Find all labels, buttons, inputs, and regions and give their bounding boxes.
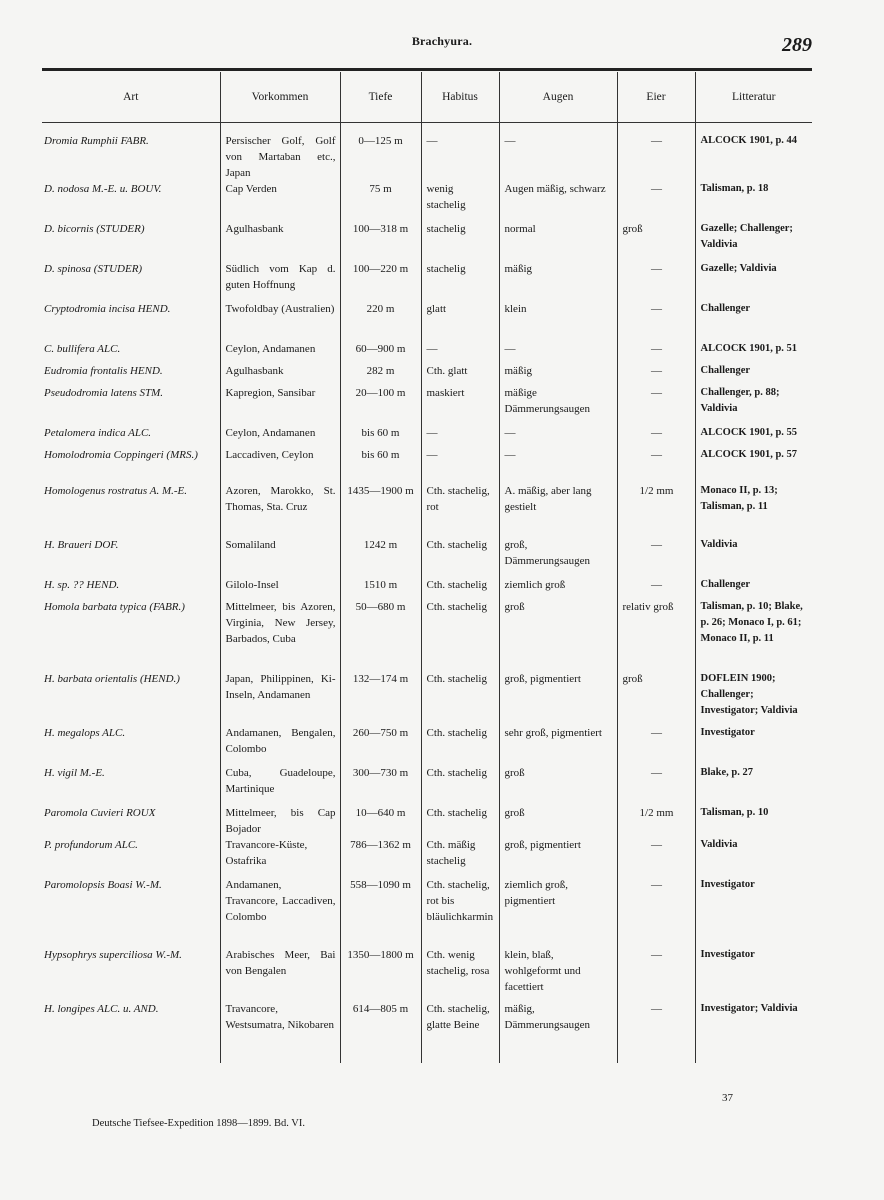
eyes-cell: groß, Dämmerungsaugen: [499, 537, 617, 577]
occurrence-cell: Japan, Philippinen, Ki-Inseln, Andamanen: [220, 671, 340, 725]
habitus-cell: stachelig: [421, 261, 499, 301]
column-header-eier: Eier: [617, 72, 695, 121]
eggs-cell: —: [617, 947, 695, 1001]
habitus-cell: stachelig: [421, 221, 499, 261]
habitus-cell: —: [421, 341, 499, 363]
table-row: [42, 447, 812, 483]
depth-cell: 260—750 m: [340, 725, 421, 765]
species-name-cell: H. longipes ALC. u. AND.: [44, 1003, 159, 1015]
page-number: 289: [782, 34, 812, 56]
table-row: [42, 671, 812, 725]
eggs-cell: —: [617, 537, 695, 577]
species-name-cell: C. bullifera ALC.: [44, 343, 121, 355]
table-row: [42, 425, 812, 447]
occurrence-cell: Travancore-Küste, Ostafrika: [220, 837, 340, 877]
eggs-cell: —: [617, 425, 695, 447]
literature-cell: Monaco II, p. 13; Talisman, p. 11: [695, 483, 812, 537]
species-name-cell: Homolodromia Coppingeri (MRS.): [44, 449, 198, 461]
species-name-cell: Paromola Cuvieri ROUX: [44, 807, 156, 819]
column-header-art: Art: [123, 90, 139, 103]
species-name-cell: D. nodosa M.-E. u. BOUV.: [44, 183, 162, 195]
table-body: [42, 121, 812, 1063]
eyes-cell: —: [499, 341, 617, 363]
eyes-cell: Augen mäßig, schwarz: [499, 181, 617, 221]
habitus-cell: glatt: [421, 301, 499, 341]
depth-cell: 614—805 m: [340, 1001, 421, 1063]
occurrence-cell: Mittelmeer, bis Azoren, Virginia, New Jersey, Barbados, Cuba: [220, 599, 340, 671]
eyes-cell: groß: [499, 805, 617, 837]
eggs-cell: —: [617, 181, 695, 221]
literature-cell: Valdivia: [695, 537, 812, 577]
depth-cell: 0—125 m: [340, 121, 421, 181]
table-row: [42, 181, 812, 221]
table-row: [42, 577, 812, 599]
habitus-cell: Cth. stachelig: [421, 671, 499, 725]
table-row: [42, 877, 812, 947]
column-header-tiefe: Tiefe: [340, 72, 421, 121]
occurrence-cell: Somaliland: [220, 537, 340, 577]
occurrence-cell: Travancore, Westsumatra, Nikobaren: [220, 1001, 340, 1063]
column-header-augen: Augen: [499, 72, 617, 121]
occurrence-cell: Agulhasbank: [220, 363, 340, 385]
eggs-cell: —: [617, 447, 695, 483]
eyes-cell: klein, blaß, wohlgeformt und facettiert: [499, 947, 617, 1001]
literature-cell: ALCOCK 1901, p. 57: [695, 447, 812, 483]
habitus-cell: maskiert: [421, 385, 499, 425]
species-name-cell: P. profundorum ALC.: [44, 839, 138, 851]
eyes-cell: A. mäßig, aber lang gestielt: [499, 483, 617, 537]
eggs-cell: groß: [617, 671, 695, 725]
habitus-cell: Cth. wenig stachelig, rosa: [421, 947, 499, 1001]
eyes-cell: groß, pigmentiert: [499, 671, 617, 725]
eyes-cell: sehr groß, pigmentiert: [499, 725, 617, 765]
table-row: [42, 765, 812, 805]
occurrence-cell: Agulhasbank: [220, 221, 340, 261]
occurrence-cell: Arabisches Meer, Bai von Bengalen: [220, 947, 340, 1001]
species-name-cell: Cryptodromia incisa HEND.: [44, 303, 171, 315]
literature-cell: ALCOCK 1901, p. 55: [695, 425, 812, 447]
eggs-cell: 1/2 mm: [617, 805, 695, 837]
literature-cell: Challenger: [695, 577, 812, 599]
habitus-cell: Cth. stachelig: [421, 765, 499, 805]
depth-cell: 1242 m: [340, 537, 421, 577]
literature-cell: Gazelle; Challenger; Valdivia: [695, 221, 812, 261]
eyes-cell: —: [499, 121, 617, 181]
literature-cell: Challenger, p. 88; Valdivia: [695, 385, 812, 425]
species-name-cell: H. sp. ?? HEND.: [44, 579, 120, 591]
eggs-cell: —: [617, 725, 695, 765]
literature-cell: Investigator; Valdivia: [695, 1001, 812, 1063]
depth-cell: 282 m: [340, 363, 421, 385]
occurrence-cell: Cap Verden: [220, 181, 340, 221]
eyes-cell: ziemlich groß, pigmentiert: [499, 877, 617, 947]
species-table: [42, 72, 812, 1063]
depth-cell: 220 m: [340, 301, 421, 341]
species-name-cell: H. barbata orientalis (HEND.): [44, 673, 180, 685]
species-name-cell: H. vigil M.-E.: [44, 767, 105, 779]
literature-cell: Talisman, p. 10: [695, 805, 812, 837]
eggs-cell: —: [617, 363, 695, 385]
literature-cell: Investigator: [695, 947, 812, 1001]
habitus-cell: Cth. stachelig: [421, 599, 499, 671]
table-row: [42, 341, 812, 363]
table-row: [42, 947, 812, 1001]
table-header-row: [42, 72, 812, 121]
occurrence-cell: Andamanen, Bengalen, Colombo: [220, 725, 340, 765]
occurrence-cell: Mittelmeer, bis Cap Bojador: [220, 805, 340, 837]
running-head: Brachyura.: [411, 34, 473, 48]
species-name-cell: H. Braueri DOF.: [44, 539, 119, 551]
eyes-cell: mäßig, Dämmerungsaugen: [499, 1001, 617, 1063]
occurrence-cell: Persischer Golf, Golf von Martaban etc., Japan: [220, 121, 340, 181]
depth-cell: 100—220 m: [340, 261, 421, 301]
eggs-cell: —: [617, 261, 695, 301]
table-row: [42, 363, 812, 385]
eggs-cell: 1/2 mm: [617, 483, 695, 537]
species-name-cell: D. bicornis (STUDER): [44, 223, 145, 235]
occurrence-cell: Cuba, Guadeloupe, Martinique: [220, 765, 340, 805]
literature-cell: Talisman, p. 10; Blake, p. 26; Monaco I, p. 61; Monaco II, p. 11: [695, 599, 812, 671]
literature-cell: Investigator: [695, 725, 812, 765]
eggs-cell: —: [617, 121, 695, 181]
depth-cell: 786—1362 m: [340, 837, 421, 877]
depth-cell: 60—900 m: [340, 341, 421, 363]
species-name-cell: Homola barbata typica (FABR.): [44, 601, 185, 613]
eggs-cell: —: [617, 765, 695, 805]
table-row: [42, 301, 812, 341]
depth-cell: bis 60 m: [340, 425, 421, 447]
species-name-cell: Dromia Rumphii FABR.: [44, 135, 149, 147]
column-header-litteratur: Litteratur: [695, 72, 812, 121]
depth-cell: 300—730 m: [340, 765, 421, 805]
species-name-cell: Petalomera indica ALC.: [44, 427, 152, 439]
habitus-cell: Cth. stachelig: [421, 537, 499, 577]
eggs-cell: —: [617, 301, 695, 341]
literature-cell: Valdivia: [695, 837, 812, 877]
table-row: [42, 483, 812, 537]
eyes-cell: normal: [499, 221, 617, 261]
occurrence-cell: Laccadiven, Ceylon: [220, 447, 340, 483]
eyes-cell: mäßig: [499, 363, 617, 385]
eyes-cell: mäßige Dämmerungsaugen: [499, 385, 617, 425]
habitus-cell: Cth. stachelig: [421, 577, 499, 599]
depth-cell: 20—100 m: [340, 385, 421, 425]
eggs-cell: —: [617, 385, 695, 425]
occurrence-cell: Azoren, Marokko, St. Thomas, Sta. Cruz: [220, 483, 340, 537]
literature-cell: Investigator: [695, 877, 812, 947]
species-name-cell: Hypsophrys superciliosa W.-M.: [44, 949, 182, 961]
table-row: [42, 261, 812, 301]
depth-cell: 50—680 m: [340, 599, 421, 671]
table-row: [42, 805, 812, 837]
habitus-cell: Cth. stachelig, rot bis bläulichkarmin: [421, 877, 499, 947]
depth-cell: 1435—1900 m: [340, 483, 421, 537]
habitus-cell: —: [421, 447, 499, 483]
eyes-cell: groß: [499, 765, 617, 805]
column-header-vorkommen: Vorkommen: [220, 72, 340, 121]
eyes-cell: mäßig: [499, 261, 617, 301]
occurrence-cell: Gilolo-Insel: [220, 577, 340, 599]
eggs-cell: groß: [617, 221, 695, 261]
table-row: [42, 385, 812, 425]
eyes-cell: —: [499, 425, 617, 447]
literature-cell: DOFLEIN 1900; Challenger; Investigator; Valdivia: [695, 671, 812, 725]
literature-cell: Talisman, p. 18: [695, 181, 812, 221]
depth-cell: 1350—1800 m: [340, 947, 421, 1001]
eggs-cell: —: [617, 1001, 695, 1063]
literature-cell: Blake, p. 27: [695, 765, 812, 805]
species-name-cell: Homologenus rostratus A. M.-E.: [44, 485, 187, 497]
habitus-cell: Cth. mäßig stachelig: [421, 837, 499, 877]
depth-cell: 100—318 m: [340, 221, 421, 261]
depth-cell: 132—174 m: [340, 671, 421, 725]
depth-cell: 558—1090 m: [340, 877, 421, 947]
eggs-cell: relativ groß: [617, 599, 695, 671]
table-row: [42, 1001, 812, 1063]
eyes-cell: ziemlich groß: [499, 577, 617, 599]
table-row: [42, 599, 812, 671]
species-name-cell: H. megalops ALC.: [44, 727, 126, 739]
literature-cell: ALCOCK 1901, p. 44: [695, 121, 812, 181]
occurrence-cell: Ceylon, Andamanen: [220, 425, 340, 447]
habitus-cell: wenig stachelig: [421, 181, 499, 221]
eyes-cell: klein: [499, 301, 617, 341]
depth-cell: 10—640 m: [340, 805, 421, 837]
species-name-cell: Pseudodromia latens STM.: [44, 387, 164, 399]
habitus-cell: Cth. stachelig, rot: [421, 483, 499, 537]
eggs-cell: —: [617, 341, 695, 363]
habitus-cell: Cth. stachelig: [421, 725, 499, 765]
table-row: [42, 837, 812, 877]
eyes-cell: groß, pigmentiert: [499, 837, 617, 877]
literature-cell: Gazelle; Valdivia: [695, 261, 812, 301]
species-name-cell: Eudromia frontalis HEND.: [44, 365, 163, 377]
occurrence-cell: Ceylon, Andamanen: [220, 341, 340, 363]
habitus-cell: Cth. stachelig: [421, 805, 499, 837]
eyes-cell: —: [499, 447, 617, 483]
literature-cell: ALCOCK 1901, p. 51: [695, 341, 812, 363]
eggs-cell: —: [617, 877, 695, 947]
eggs-cell: —: [617, 577, 695, 599]
species-name-cell: Paromolopsis Boasi W.-M.: [44, 879, 162, 891]
depth-cell: 1510 m: [340, 577, 421, 599]
depth-cell: 75 m: [340, 181, 421, 221]
habitus-cell: —: [421, 425, 499, 447]
species-name-cell: D. spinosa (STUDER): [44, 263, 143, 275]
habitus-cell: —: [421, 121, 499, 181]
eyes-cell: groß: [499, 599, 617, 671]
depth-cell: bis 60 m: [340, 447, 421, 483]
occurrence-cell: Kapregion, Sansibar: [220, 385, 340, 425]
occurrence-cell: Südlich vom Kap d. guten Hoffnung: [220, 261, 340, 301]
occurrence-cell: Twofoldbay (Australien): [220, 301, 340, 341]
habitus-cell: Cth. stachelig, glatte Beine: [421, 1001, 499, 1063]
eggs-cell: —: [617, 837, 695, 877]
table-row: [42, 221, 812, 261]
signature-number: 37: [722, 1092, 733, 1104]
table-row: [42, 537, 812, 577]
literature-cell: Challenger: [695, 301, 812, 341]
habitus-cell: Cth. glatt: [421, 363, 499, 385]
column-header-habitus: Habitus: [421, 72, 499, 121]
top-rule: [42, 68, 812, 71]
occurrence-cell: Andamanen, Travancore, Laccadiven, Colombo: [220, 877, 340, 947]
series-footer: Deutsche Tiefsee-Expedition 1898—1899. Bd. VI.: [92, 1118, 305, 1129]
table-row: [42, 725, 812, 765]
table-row: [42, 121, 812, 181]
literature-cell: Challenger: [695, 363, 812, 385]
